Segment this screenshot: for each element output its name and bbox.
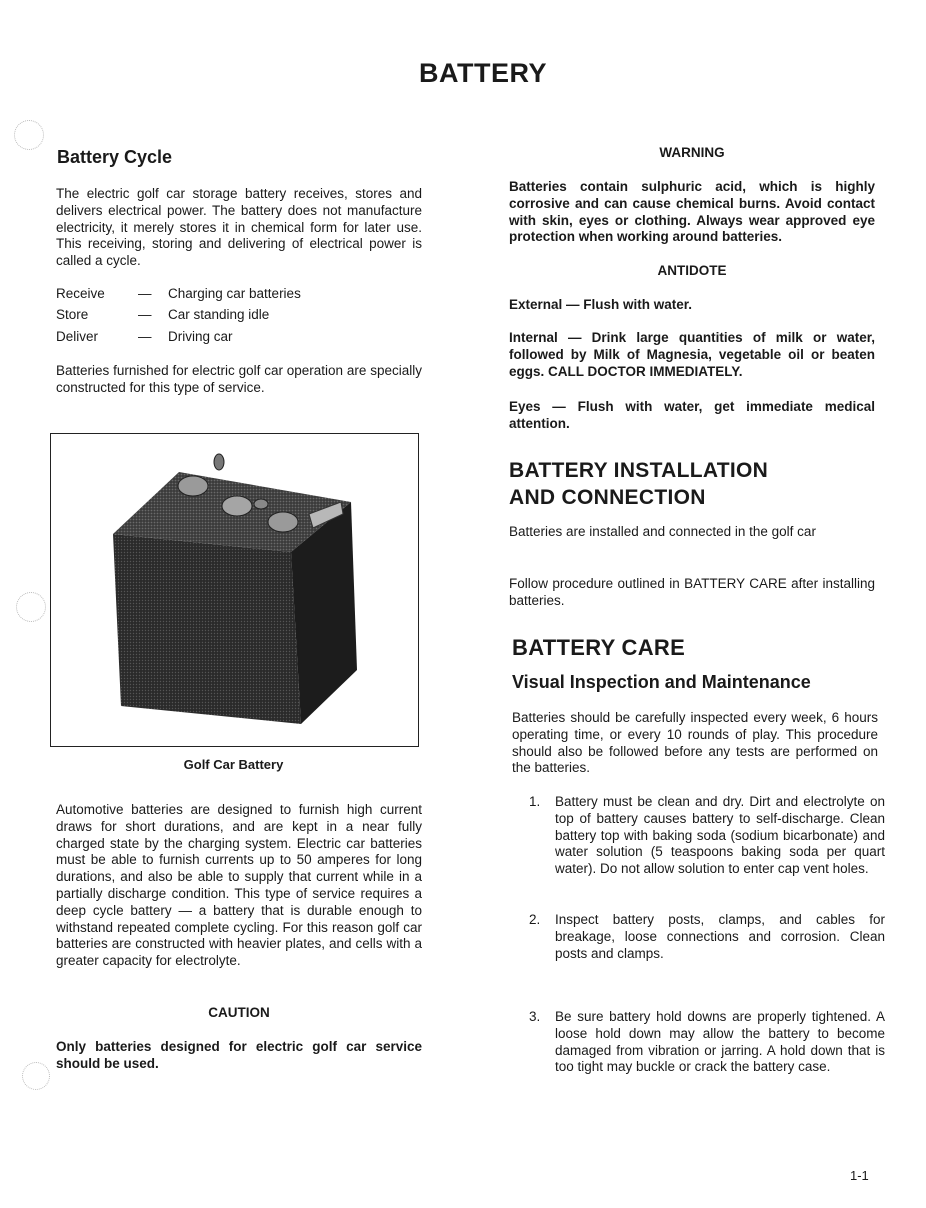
figure-caption: Golf Car Battery	[183, 757, 284, 772]
cycle-term: Receive	[56, 286, 105, 301]
battery-care-heading: BATTERY CARE	[512, 635, 686, 660]
caution-heading: CAUTION	[208, 1005, 270, 1020]
page-number: 1-1	[850, 1168, 869, 1183]
installation-text: Batteries are installed and connected in the golf car	[509, 524, 816, 539]
cycle-definition: Car standing idle	[168, 307, 270, 322]
warning-text: Batteries contain sulphuric acid, which is highly corrosive and can cause chemical burns. Avoid contact with skin, eyes or clothing. Always wear approved eye protection when working around batteries.	[509, 179, 875, 245]
step-text: Inspect battery posts, clamps, and cables for breakage, loose connections and corrosion. Clean posts and clamps.	[555, 912, 885, 961]
antidote-internal: Internal — Drink large quantities of milk or water, followed by Milk of Magnesia, vegetable oil or beaten eggs. CALL DOCTOR IMMEDIATELY.	[509, 330, 875, 379]
warning-heading: WARNING	[659, 145, 725, 160]
binder-hole-mark	[22, 1062, 50, 1090]
installation-heading-line2: AND CONNECTION	[509, 486, 706, 509]
terminal-post-icon	[214, 454, 224, 470]
binder-hole-mark	[14, 120, 44, 150]
installation-heading-line1: BATTERY INSTALLATION	[509, 459, 769, 482]
step-number: 3.	[529, 1009, 541, 1024]
page-title: BATTERY	[419, 58, 547, 88]
automotive-paragraph: Automotive batteries are designed to furnish high current draws for short durations, and are kept in a near fully charged state by the charging system. Electric car batteries must be able to furnish currents up to 50 amperes for long durations, and also be able to supply that current while in a partially discharge condition. This type of service requires a deep cycle battery — a battery that is durable enough to withstand repeated complete cycling. For this reason golf car batteries are constructed with heavier plates, and cells with a greater capacity for electrolyte.	[56, 802, 422, 969]
step-text: Battery must be clean and dry. Dirt and electrolyte on top of battery causes battery to self-discharge. Clean battery top with baking soda (sodium bicarbonate) and water solution (5 teaspoons baking soda per quart water). Do not allow solution to enter cap vent holes.	[555, 794, 885, 877]
vent-cap-icon	[178, 476, 208, 496]
installation-procedure-text: Follow procedure outlined in BATTERY CARE after installing batteries.	[509, 576, 875, 608]
battery-front-face	[113, 534, 301, 724]
vent-cap-icon	[268, 512, 298, 532]
antidote-external: External — Flush with water.	[509, 297, 693, 312]
battery-care-intro: Batteries should be carefully inspected every week, 6 hours operating time, or every 10 rounds of play. This procedure should also be followed before any tests are performed on the batteries.	[512, 710, 878, 776]
antidote-eyes: Eyes — Flush with water, get immediate medical attention.	[509, 399, 875, 431]
step-number: 1.	[529, 794, 541, 809]
visual-inspection-heading: Visual Inspection and Maintenance	[512, 672, 811, 692]
list-item	[529, 794, 889, 894]
cycle-dash: —	[138, 286, 152, 301]
vent-cap-icon	[222, 496, 252, 516]
antidote-heading: ANTIDOTE	[657, 263, 727, 278]
battery-cycle-heading: Battery Cycle	[57, 147, 173, 167]
list-item	[529, 1009, 889, 1099]
cycle-dash: —	[138, 307, 152, 322]
cycle-term: Deliver	[56, 329, 99, 344]
terminal-post-icon	[254, 499, 268, 509]
battery-illustration	[51, 434, 418, 746]
cycle-term: Store	[56, 307, 89, 322]
cycle-dash: —	[138, 329, 152, 344]
cycle-definition: Charging car batteries	[168, 286, 301, 301]
binder-hole-mark	[16, 592, 46, 622]
list-item	[529, 912, 889, 972]
battery-photo	[50, 433, 419, 747]
battery-cycle-intro: The electric golf car storage battery receives, stores and delivers electrical power. The battery does not manufacture electricity, it merely stores it in chemical form for later use. This receiving, storing and delivering of electrical power is called a cycle.	[56, 186, 422, 269]
special-construction-text: Batteries furnished for electric golf car operation are specially constructed for this type of service.	[56, 363, 422, 395]
step-number: 2.	[529, 912, 541, 927]
step-text: Be sure battery hold downs are properly tightened. A loose hold down may allow the battery to become damaged from vibration or jarring. A hold down that is too tight may buckle or crack the battery case.	[555, 1009, 885, 1075]
caution-text: Only batteries designed for electric golf car service should be used.	[56, 1039, 422, 1071]
cycle-definition: Driving car	[168, 329, 233, 344]
